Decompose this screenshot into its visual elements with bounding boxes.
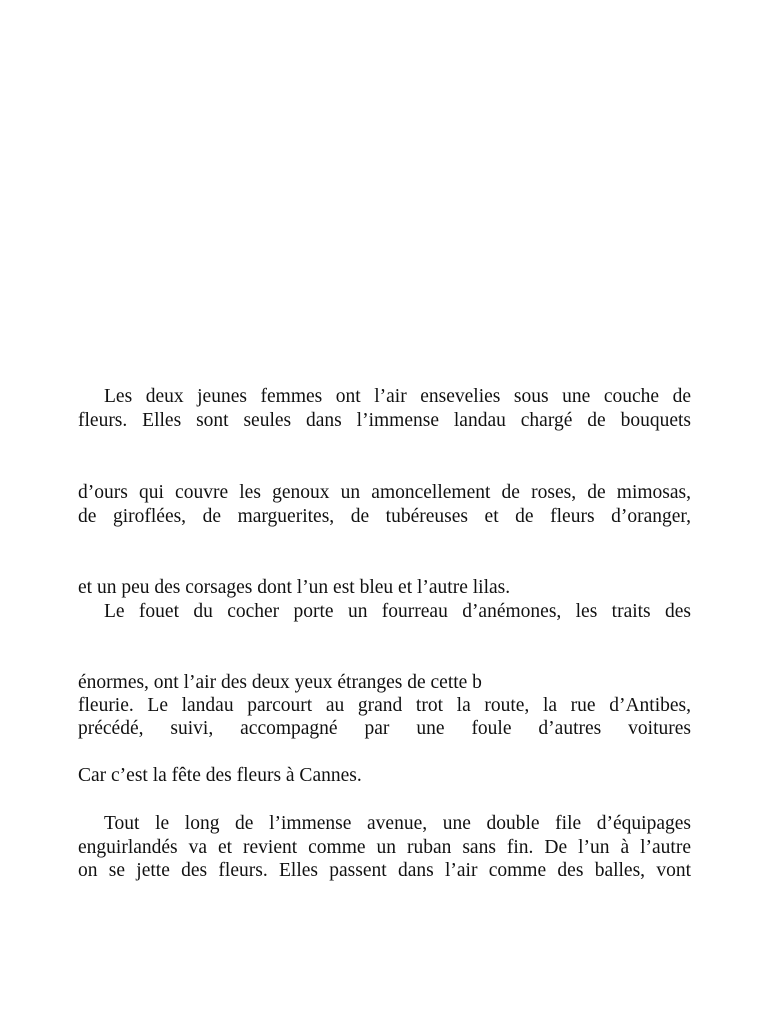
text-line: précédé, suivi, accompagné par une foule d’autres voitures — [78, 718, 691, 739]
text-line: Le fouet du cocher porte un fourreau d’anémones, les traits des — [104, 601, 691, 622]
text-line: d’ours qui couvre les genoux un amoncellement de roses, de mimosas, — [78, 482, 691, 503]
text-line: fleurie. Le landau parcourt au grand trot la route, la rue d’Antibes, — [78, 695, 691, 716]
text-line: enguirlandés va et revient comme un ruban sans fin. De l’un à l’autre — [78, 837, 691, 858]
text-line: on se jette des fleurs. Elles passent dans l’air comme des balles, vont — [78, 860, 691, 881]
text-line: de giroflées, de marguerites, de tubéreuses et de fleurs d’oranger, — [78, 506, 691, 527]
text-line: Car c’est la fête des fleurs à Cannes. — [78, 765, 362, 786]
text-line: fleurs. Elles sont seules dans l’immense landau chargé de bouquets — [78, 410, 691, 431]
text-line: et un peu des corsages dont l’un est bleu et l’autre lilas. — [78, 577, 511, 598]
text-line: Les deux jeunes femmes ont l’air ensevelies sous une couche de — [104, 386, 691, 407]
text-line: énormes, ont l’air des deux yeux étranges de cette b — [78, 672, 482, 693]
text-line: Tout le long de l’immense avenue, une double file d’équipages — [104, 813, 691, 834]
